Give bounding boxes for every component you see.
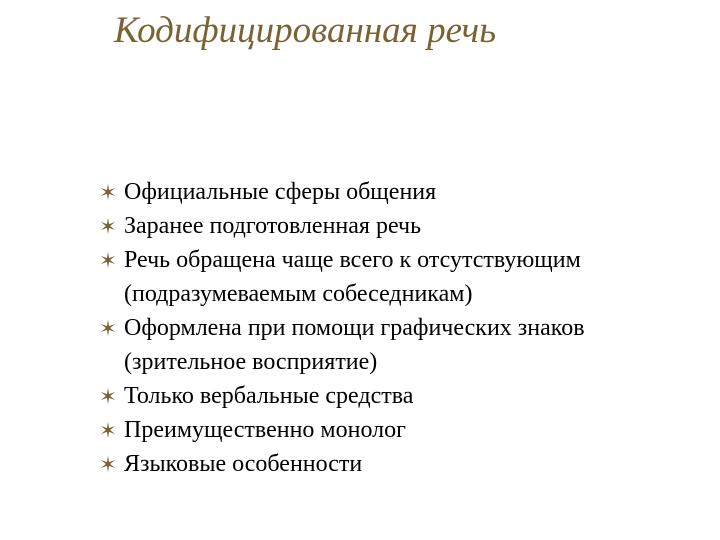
bullet-text: Языковые особенности	[124, 451, 363, 477]
bullet-text: Заранее подготовленная речь	[124, 213, 422, 239]
list-item	[98, 447, 698, 481]
asterisk-star-icon	[98, 175, 124, 209]
asterisk-star-icon	[98, 447, 124, 481]
list-item	[98, 311, 698, 379]
asterisk-star-icon	[98, 209, 124, 243]
bullet-text: Речь обращена чаще всего к отсутствующим (подразумеваемым собеседникам)	[124, 247, 581, 307]
asterisk-star-icon	[98, 413, 124, 447]
bullet-list	[98, 175, 698, 481]
list-item	[98, 413, 698, 447]
asterisk-star-icon	[98, 243, 124, 277]
bullet-text: Только вербальные средства	[124, 383, 414, 409]
list-item	[98, 243, 698, 311]
asterisk-star-icon	[98, 311, 124, 345]
slide-title: Кодифицированная речь	[114, 10, 497, 51]
bullet-text: Официальные сферы общения	[124, 179, 437, 205]
list-item	[98, 175, 698, 209]
bullet-text: Оформлена при помощи графических знаков (зрительное восприятие)	[124, 315, 585, 375]
bullet-text: Преимущественно монолог	[124, 417, 406, 443]
list-item	[98, 379, 698, 413]
asterisk-star-icon	[98, 379, 124, 413]
list-item	[98, 209, 698, 243]
